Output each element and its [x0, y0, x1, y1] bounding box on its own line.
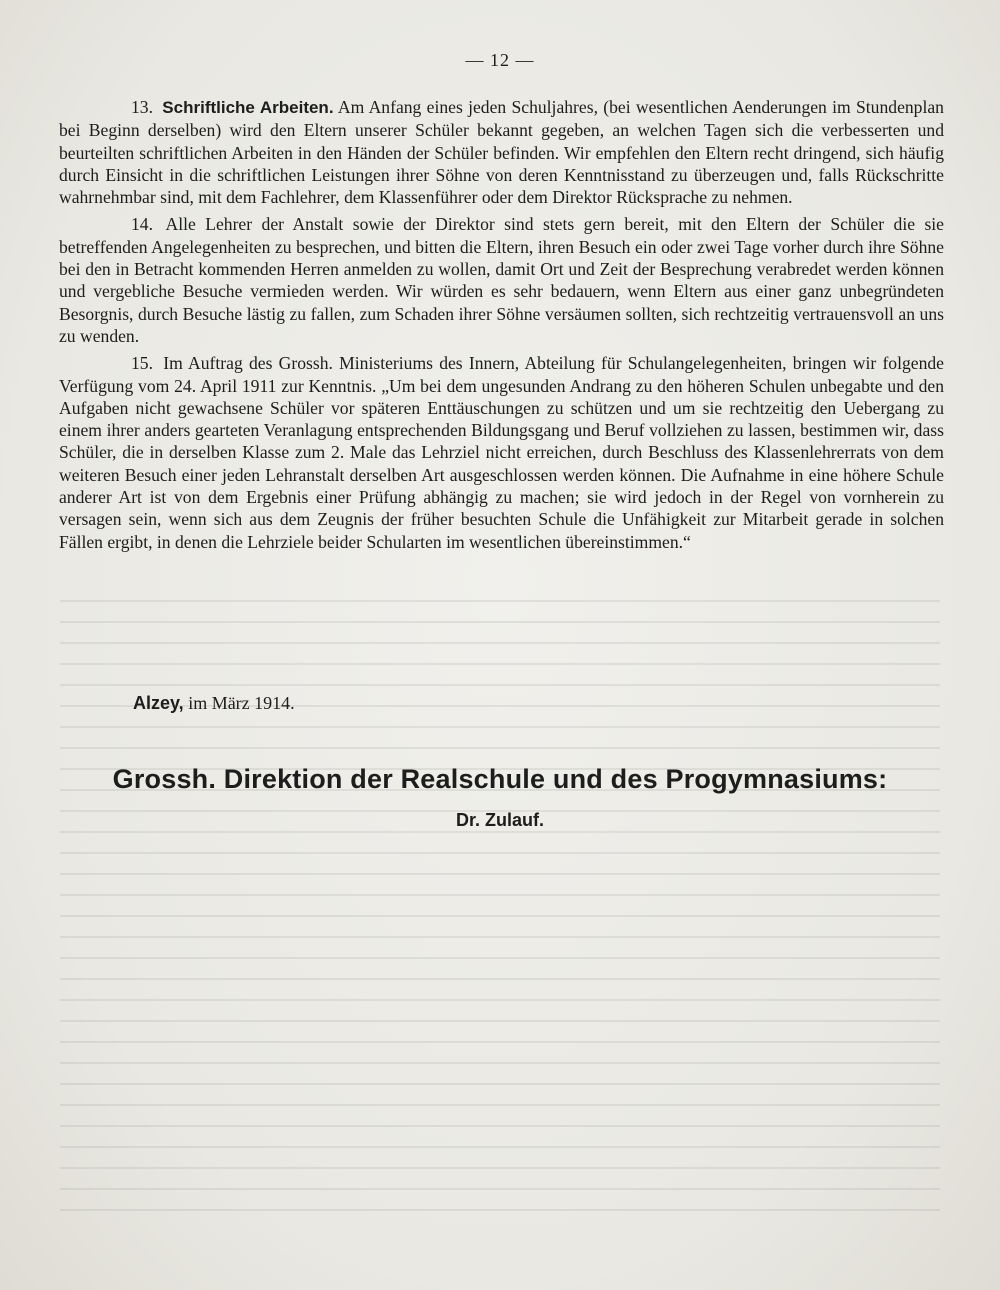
section-13 [59, 96, 944, 208]
section-text: Im Auftrag des Grossh. Ministeriums des Innern, Abteilung für Schulangelegenheiten, bringen wir folgende Verfügung vom 24. April 1911 zur Kenntnis. „Um bei dem ungesunden Andrang zu den höheren Schulen unbegabte und den Aufgaben nicht gewachsene Schüler vor späteren Enttäuschungen zu schützen und um sie rechtzeitig den Uebergang zu einem ihrer anders gearteten Veranlagung entsprechenden Bildungsgang und Beruf vollziehen zu lassen, bestimmen wir, dass Schüler, die in derselben Klasse zum 2. Male das Lehrziel nicht erreichen, durch Beschluss des Klassenlehrerrats von dem weiteren Besuch einer jeden Lehranstalt derselben Art ausgeschlossen werden können. Die Aufnahme in eine höhere Schule anderer Art ist von dem Ergebnis einer Prüfung abhängig zu machen; sie wird jedoch in der Regel von vornherein zu versagen sein, wenn sich aus dem Zeugnis der früher besuchten Schule die Unfähigkeit zur Mitarbeit gerade in solchen Fällen ergibt, in denen die Lehrziele beider Schularten im wesentlichen übereinstimmen.“ [59, 353, 944, 552]
place-date [133, 693, 295, 714]
section-number: 13. [131, 97, 153, 117]
date: im März 1914. [188, 693, 295, 713]
section-15 [59, 352, 944, 553]
page-number: — 12 — [465, 50, 535, 70]
section-number: 14. [131, 214, 153, 235]
signature: Dr. Zulauf. [455, 810, 544, 830]
section-number: 15. [131, 353, 153, 374]
section-heading: Schriftliche Arbeiten. [162, 98, 334, 117]
body-text [59, 96, 944, 558]
section-14 [59, 213, 944, 347]
section-text: Am Anfang eines jeden Schuljahres, (bei wesentlichen Aenderungen im Stundenplan bei Beginn derselben) wird den Eltern unserer Schüler bekannt gegeben, an welchen Tagen sich die verbesserten und beurteilten schriftlichen Arbeiten in den Händen der Schüler befinden. Wir empfehlen den Eltern recht dringend, sich häufig durch Einsicht in die schriftlichen Leistungen ihrer Söhne von deren Kenntnisstand zu überzeugen und, falls Rückschritte wahrnehmbar sind, mit dem Fachlehrer, dem Klassenführer oder dem Direktor Rücksprache zu nehmen. [59, 97, 944, 208]
place: Alzey, [133, 693, 184, 713]
section-text: Alle Lehrer der Anstalt sowie der Direktor sind stets gern bereit, mit den Eltern der Schüler die sie betreffenden Angelegenheiten zu besprechen, und bitten die Eltern, ihren Besuch ein oder zwei Tage vorher durch ihre Söhne bei den in Betracht kommenden Herren anmelden zu wollen, damit Ort und Zeit der Besprechung verabredet werden können und vergebliche Besuche vermieden werden. Wir würden es sehr bedauern, wenn Eltern aus einer ganz unbegründeten Besorgnis, durch Besuche lästig zu fallen, zum Schaden ihrer Söhne versäumen sollten, sich rechtzeitig vertrauensvoll an uns zu wenden. [59, 214, 944, 346]
direction-title: Grossh. Direktion der Realschule und des Progymnasiums: [112, 764, 888, 794]
